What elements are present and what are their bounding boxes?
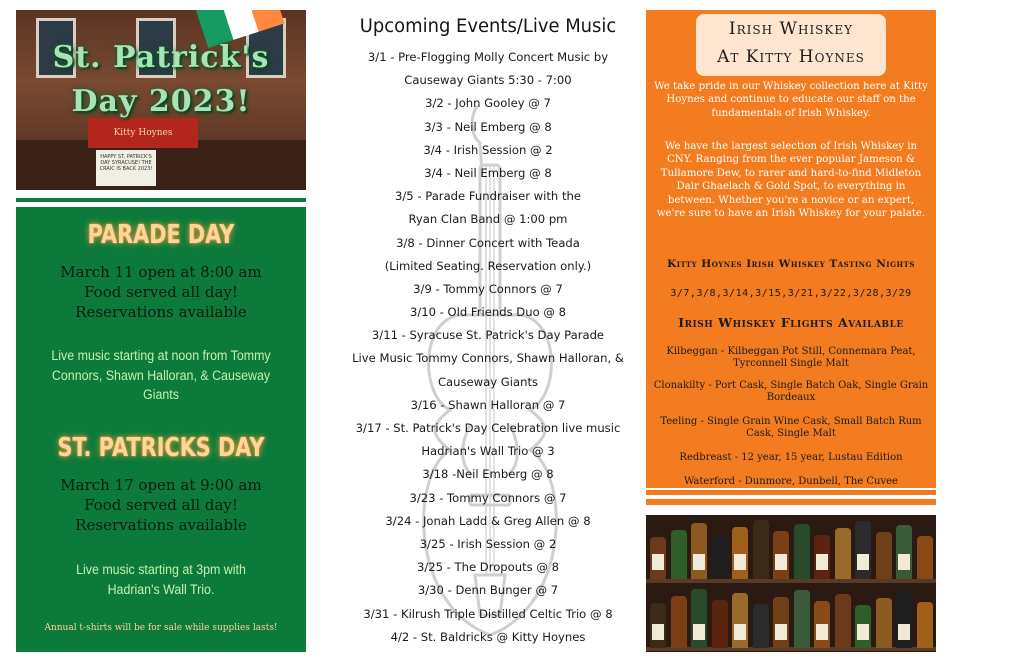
bottle-label [693,554,705,570]
bottle-label [898,554,910,570]
storefront-sign-text: Kitty Hoynes [113,128,173,138]
event-line: Causeway Giants [437,374,539,389]
photo-title-line1: St. Patrick's [52,40,270,75]
flight-item: Waterford - Dunmore, Dunbell, The Cuvee [684,476,898,487]
bottle-icon [753,520,769,579]
bottle-label [898,624,910,640]
bottle-label [775,554,787,570]
storefront-sign [88,118,198,148]
flight-item: Teeling - Single Grain Wine Cask, Small Batch Rum Cask, Single Malt [660,416,922,439]
right-panel [646,10,936,652]
bottle-icon [876,532,892,579]
events-list [338,46,638,649]
event-line: 3/25 - Irish Session @ 2 [419,536,557,551]
bottle-label [857,554,869,570]
photo-title-line2: Day 2023! [71,84,251,119]
event-line: 3/16 - Shawn Halloran @ 7 [410,397,566,412]
event-line: 3/30 - Denn Bunger @ 7 [417,583,559,598]
parade-day-line: March 11 open at 8:00 am [60,263,262,281]
bottle-icon [794,590,810,648]
bottle-label [652,624,664,640]
bottle-icon [691,523,707,579]
events-column [338,10,638,652]
whiskey-title-line2: At Kitty Hoynes [717,47,865,67]
event-line: 3/25 - The Dropouts @ 8 [416,560,560,575]
whiskey-shelf-photo [646,515,936,652]
bottle-icon [671,596,687,648]
parade-day-music: Live music starting at noon from Tommy [51,348,271,363]
bottle-icon [753,604,769,648]
event-line: Ryan Clan Band @ 1:00 pm [408,212,568,227]
event-line: Hadrian's Wall Trio @ 3 [421,444,555,459]
bottle-icon [835,528,851,579]
divider [646,499,936,505]
whiskey-title-line1: Irish Whiskey [728,19,854,39]
event-line: Causeway Giants 5:30 - 7:00 [404,73,572,88]
parade-day-music: Connors, Shawn Halloran, & Causeway Giants [51,368,271,402]
event-line: 3/23 - Tommy Connors @ 7 [409,490,567,505]
events-title: Upcoming Events/Live Music [359,16,617,37]
divider [16,202,306,207]
bottle-icon [896,525,912,579]
event-line: 3/4 - Irish Session @ 2 [423,142,553,157]
bottle-icon [773,597,789,648]
bottle-icon [855,521,871,579]
bottle-label [652,554,664,570]
event-line: 3/2 - John Gooley @ 7 [425,96,551,111]
st-patricks-day-music: Live music starting at 3pm with [76,562,246,577]
event-line: 3/5 - Parade Fundraiser with the [395,189,581,204]
bottle-label [816,554,828,570]
event-line: 3/4 - Neil Emberg @ 8 [424,165,552,180]
bottle-icon [917,536,933,579]
divider [16,190,306,198]
bottle-icon [671,530,687,579]
st-patricks-day-music: Hadrian's Wall Trio. [107,582,215,597]
event-line: 4/2 - St. Baldricks @ Kitty Hoynes [390,629,586,644]
event-line: (Limited Seating. Reservation only.) [384,258,592,273]
event-line: 3/11 - Syracuse St. Patrick's Day Parade [371,328,605,343]
bottle-label [734,624,746,640]
event-line: Live Music Tommy Connors, Shawn Halloran, & [352,351,624,366]
event-line: 3/9 - Tommy Connors @ 7 [413,281,563,296]
flight-item: Clonakilty - Port Cask, Single Batch Oak, Single Grain Bordeaux [653,380,929,403]
event-line: 3/17 - St. Patrick's Day Celebration live music [355,421,621,435]
bottle-icon [712,534,728,579]
parade-day-line: Food served all day! [84,283,238,301]
parade-day-heading: PARADE DAY [87,220,235,250]
st-patricks-day-line: March 17 open at 9:00 am [60,476,262,494]
bottle-label [775,624,787,640]
whiskey-title [696,14,886,76]
event-line: 3/10 - Old Friends Duo @ 8 [409,305,567,320]
bottle-label [734,554,746,570]
left-panel [16,10,306,652]
bottle-icon [917,602,933,648]
flights-heading: Irish Whiskey Flights Available [678,315,904,330]
bottle-icon [712,600,728,648]
bottle-icon [835,594,851,648]
bottle-icon [794,524,810,579]
storefront-photo [16,10,306,190]
bottle-label [693,624,705,640]
event-line: 3/24 - Jonah Ladd & Greg Allen @ 8 [385,513,591,528]
bottle-label [857,624,869,640]
window-poster: HAPPY ST. PATRICK'S DAY SYRACUSE! THE CRAIC IS BACK 2023! [96,150,156,186]
flight-item: Kilbeggan - Kilbeggan Pot Still, Connemara Peat, Tyrconnell Single Malt [666,346,916,369]
tshirt-note: Annual t-shirts will be for sale while supplies lasts! [44,623,278,633]
divider [646,490,936,495]
whiskey-info [646,10,936,488]
whiskey-selection: We have the largest selection of Irish Whiskey in CNY. Ranging from the ever popular Jameson & Tullamore Dew, to rarer and hard-to-find Midleton Dair Ghaelach & Gold Spot, to everything in between. Whether you're a novice or an expert, we're sure to have an Irish Whiskey for your palate. [656,141,926,220]
tasting-nights-heading: Kitty Hoynes Irish Whiskey Tasting Nights [667,258,915,270]
parade-day-line: Reservations available [75,303,247,321]
shelf-ledge [646,647,936,651]
bottle-icon [876,598,892,648]
st-patricks-day-line: Food served all day! [84,496,238,514]
tasting-dates: 3/7,3/8,3/14,3/15,3/21,3/22,3/28,3/29 [670,288,912,299]
bottle-icon [732,527,748,579]
flight-item: Redbreast - 12 year, 15 year, Lustau Edition [679,452,903,463]
event-line: 3/18 -Neil Emberg @ 8 [422,467,554,482]
event-line: 3/3 - Neil Emberg @ 8 [424,119,552,134]
shelf-ledge [646,579,936,583]
st-patricks-day-heading: ST. PATRICKS DAY [57,433,265,463]
bottle-label [816,624,828,640]
whiskey-intro: We take pride in our Whiskey collection here at Kitty Hoynes and continue to educate our staff on the fundamentals of Irish Whiskey. [654,81,928,119]
event-line: 3/31 - Kilrush Triple Distilled Celtic Trio @ 8 [363,606,613,621]
event-line: 3/1 - Pre-Flogging Molly Concert Music by [367,50,609,64]
event-line: 3/8 - Dinner Concert with Teada [396,235,580,250]
st-patricks-day-line: Reservations available [75,516,247,534]
